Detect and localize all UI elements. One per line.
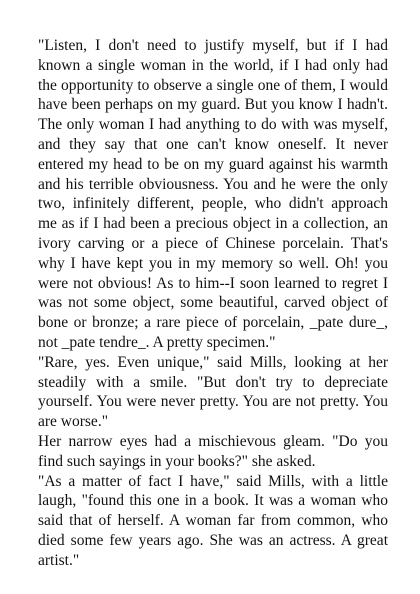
paragraph-listen: "Listen, I don't need to justify myself, but if I had known a single woman in the world, if I had only had the opportunity to observe a single one of them, I would have been perhaps on my guard. But you know I hadn't. The only woman I had anything to do with was myself, and they say that one can't know oneself. It never entered my head to be on my guard against his warmth and his terrible obviousness. You and he were the only two, infinitely different, people, who didn't approach me as if I had been a precious object in a collection, an ivory carving or a piece of Chinese porcelain. That's why I have kept you in my memory so well. Oh! you were not obvious! As to him--I soon learned to regret I was not some object, some beautiful, carved object of bone or bronze; a rare piece of porcelain, _pate dure_, not _pate tendre_. A pretty specimen." [38, 37, 388, 351]
body-text [38, 36, 388, 571]
paragraph-rare-yes: "Rare, yes. Even unique," said Mills, looking at her steadily with a smile. "But don't try to depreciate yourself. You were never pretty. You are not pretty. You are worse." [38, 353, 388, 431]
paragraph-matter-of-fact: "As a matter of fact I have," said Mills, with a little laugh, "found this one in a book. It was a woman who said that of herself. A woman far from common, who died some few years ago. She was an actress. A great artist." [38, 472, 388, 569]
paragraph-narrow-eyes: Her narrow eyes had a mischievous gleam. "Do you find such sayings in your books?" she asked. [38, 432, 388, 470]
